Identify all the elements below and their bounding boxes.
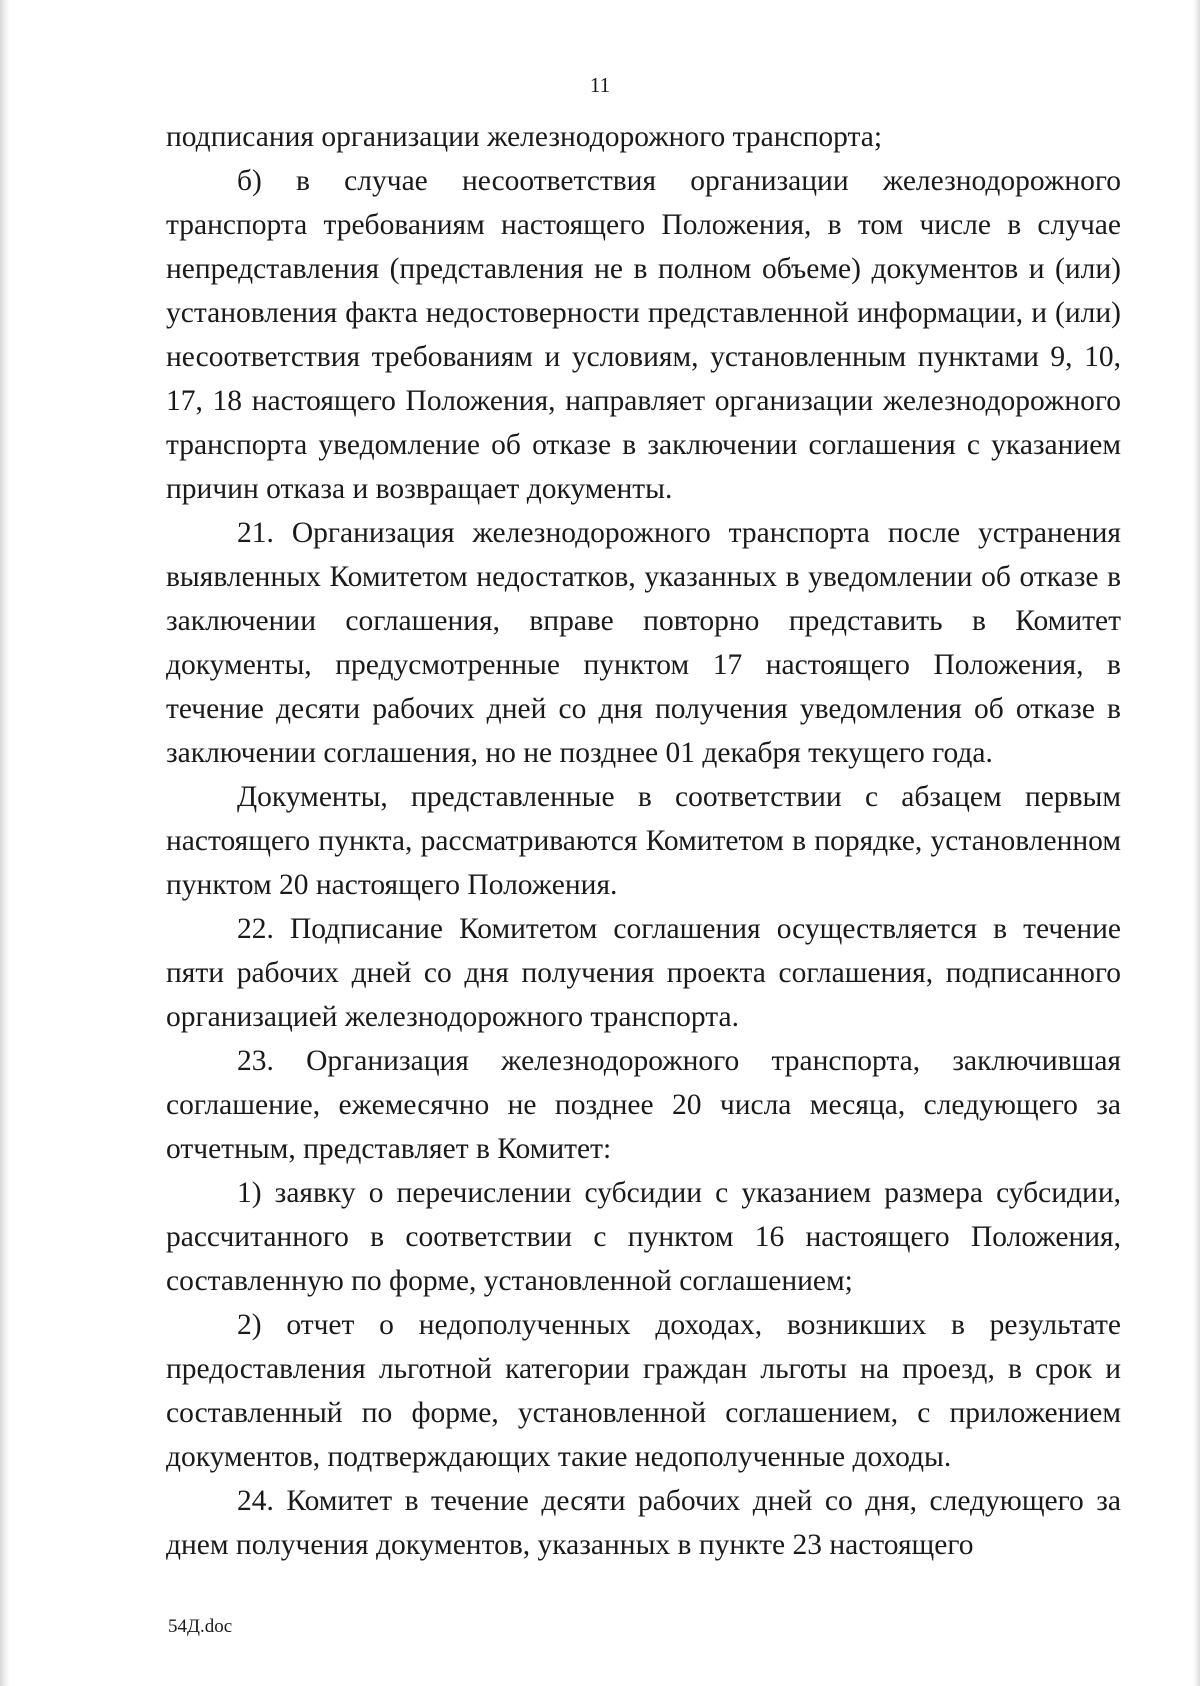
scan-edge-right [1192,0,1200,1686]
document-body [166,115,1121,1567]
paragraph-item-21: 21. Организация железнодорожного транспорта после устранения выявленных Комитетом недостатков, указанных в уведомлении об отказе в заключении соглашения, вправе повторно представить в Комитет документы, предусмотренные пунктом 17 настоящего Положения, в течение десяти рабочих дней со дня получения уведомления об отказе в заключении соглашения, но не позднее 01 декабря текущего года. [166,517,1121,769]
paragraph-item-23-sub-2: 2) отчет о недополученных доходах, возникших в результате предоставления льготной категории граждан льготы на проезд, в срок и составленный по форме, установленной соглашением, с приложением документов, подтверждающих такие недополученные доходы. [166,1309,1121,1473]
paragraph-item-23: 23. Организация железнодорожного транспорта, заключившая соглашение, ежемесячно не позднее 20 числа месяца, следующего за отчетным, представляет в Комитет: [166,1045,1121,1165]
paragraph-item-22: 22. Подписание Комитетом соглашения осуществляется в течение пяти рабочих дней со дня получения проекта соглашения, подписанного организацией железнодорожного транспорта. [166,913,1121,1033]
paragraph-item-23-sub-1: 1) заявку о перечислении субсидии с указанием размера субсидии, рассчитанного в соответствии с пунктом 16 настоящего Положения, составленную по форме, установленной соглашением; [166,1177,1121,1297]
scan-edge-left [0,0,10,1686]
paragraph-continuation: подписания организации железнодорожного транспорта; [166,121,883,153]
footer-filename: 54Д.doc [168,1616,233,1637]
page-number: 11 [589,73,611,97]
paragraph-item-21-second: Документы, представленные в соответствии с абзацем первым настоящего пункта, рассматриваются Комитетом в порядке, установленном пунктом 20 настоящего Положения. [166,781,1121,901]
paragraph-subitem-b: б) в случае несоответствия организации железнодорожного транспорта требованиям настоящего Положения, в том числе в случае непредставления (представления не в полном объеме) документов и (или) установления факта недостоверности представленной информации, и (или) несоответствия требованиям и условиям, установленным пунктами 9, 10, 17, 18 настоящего Положения, направляет организации железнодорожного транспорта уведомление об отказе в заключении соглашения с указанием причин отказа и возвращает документы. [166,165,1121,505]
paragraph-item-24: 24. Комитет в течение десяти рабочих дней со дня, следующего за днем получения документов, указанных в пункте 23 настоящего [166,1485,1121,1561]
